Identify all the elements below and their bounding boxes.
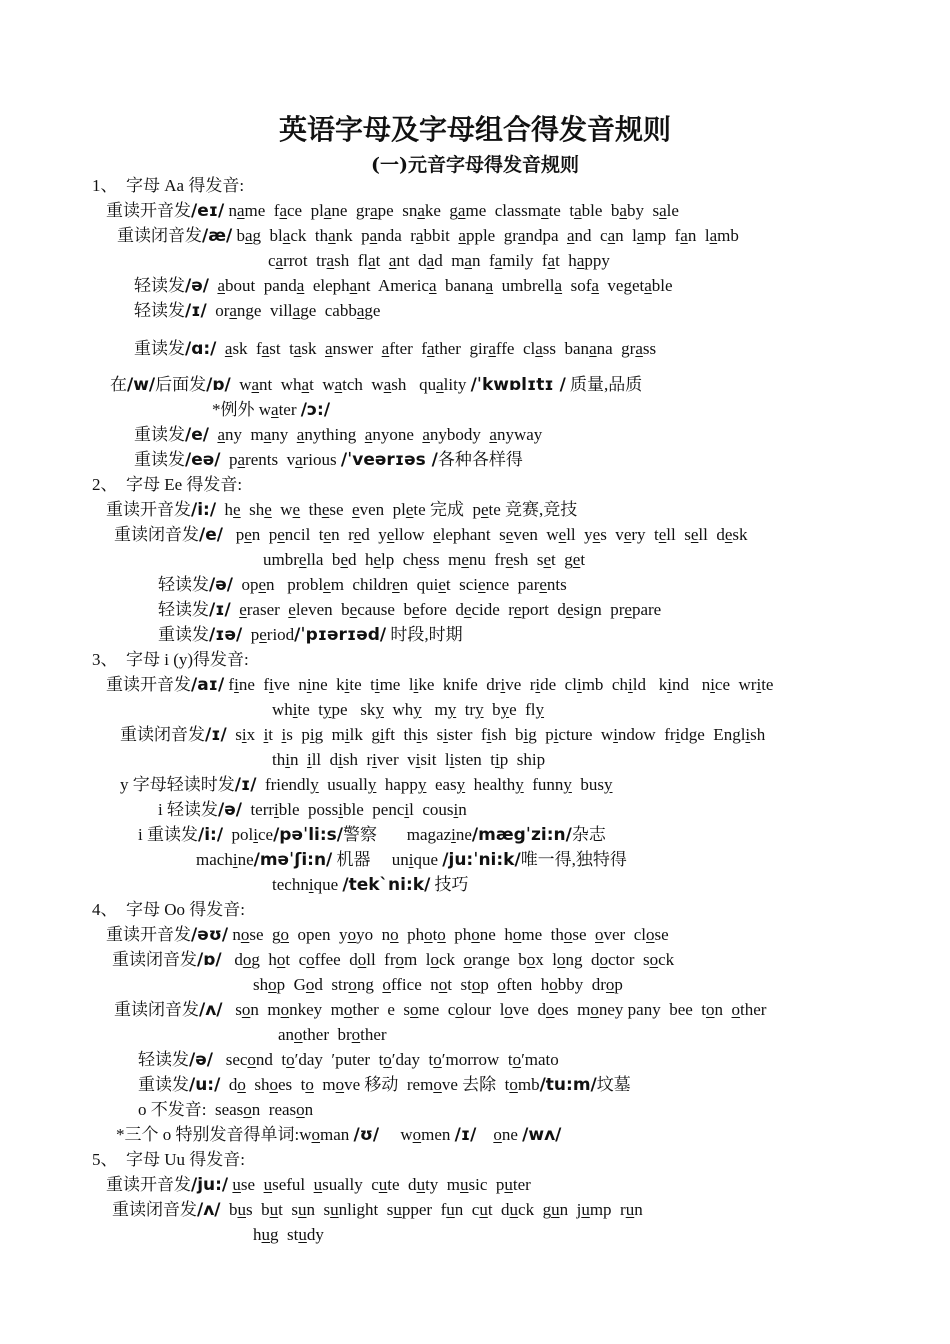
text-line: 重读开音发/eɪ/ name face plane grape snake game classmate table baby sale: [106, 201, 679, 221]
text-line: 1、 字母 Aa 得发音:: [92, 176, 245, 195]
text-line: 轻读发/ɪ/ eraser eleven because before decide report design prepare: [158, 600, 662, 620]
text-line: 在/w/后面发/ɒ/ want what watch wash quality /ˈkwɒlɪtɪ / 质量,品质: [110, 375, 643, 395]
text-line: hug study: [253, 1225, 324, 1244]
text-line: 重读发/ɑ:/ ask fast task answer after father giraffe class banana grass: [134, 339, 657, 359]
text-line: 重读开音发/i:/ he she we these even plete 完成 pete 竞赛,竞技: [106, 500, 578, 520]
page-title: 英语字母及字母组合得发音规则: [278, 113, 671, 146]
text-line: *三个 o 特别发音得单词:woman /ʊ/ women /ɪ/ one /wʌ/: [116, 1125, 562, 1145]
text-line: y 字母轻读时发/ɪ/ friendly usually happy easy healthy funny busy: [120, 775, 613, 795]
text-line: 重读闭音发/e/ pen pencil ten red yellow elephant seven well yes very tell sell desk: [114, 525, 748, 545]
text-line: 轻读发/ə/ about panda elephant America banana umbrella sofa vegetable: [134, 276, 673, 296]
text-line: 重读开音发/ju:/ use useful usually cute duty music puter: [106, 1175, 531, 1195]
text-line: 重读闭音发/ʌ/ son monkey mother e some colour love does money pany bee ton other: [114, 1000, 767, 1020]
text-line: i 轻读发/ə/ terrible possible pencil cousin: [158, 800, 467, 820]
text-line: 重读开音发/aɪ/ fine five nine kite time like knife drive ride climb child kind nice write: [106, 675, 774, 695]
text-line: 重读闭音发/ɒ/ dog hot coffee doll from lock orange box long doctor sock: [112, 950, 675, 970]
text-line: 轻读发/ə/ second toʹday ʹputer toʹday toʹmorrow toʹmato: [138, 1050, 559, 1070]
text-line: 重读闭音发/æ/ bag black thank panda rabbit apple grandpa and can lamp fan lamb: [117, 226, 739, 246]
text-line: shop God strong office not stop often hobby drop: [253, 975, 623, 994]
text-line: technique /tek`ni:k/ 技巧: [272, 875, 469, 895]
text-line: white type sky why my try bye fly: [272, 700, 545, 719]
text-line: machine/məˈʃi:n/ 机器 unique /ju:ˈni:k/唯一得,独特得: [196, 850, 627, 870]
text-line: 重读开音发/əʊ/ nose go open yoyo no photo phone home those over close: [106, 925, 669, 945]
text-line: 轻读发/ɪ/ orange village cabbage: [134, 301, 381, 321]
text-line: 3、 字母 i (y)得发音:: [92, 650, 249, 669]
text-line: umbrella bed help chess menu fresh set get: [263, 550, 586, 569]
text-line: o 不发音: season reason: [138, 1100, 314, 1119]
text-line: 4、 字母 Oo 得发音:: [92, 900, 245, 919]
text-line: another brother: [278, 1025, 387, 1044]
text-line: i 重读发/i:/ police/pəˈli:s/警察 magazine/mægˈzi:n/杂志: [138, 825, 606, 845]
text-line: 重读发/ɪə/ period/ˈpɪərɪəd/ 时段,时期: [158, 625, 463, 645]
text-line: *例外 water /ɔ:/: [212, 400, 331, 420]
text-line: 重读发/e/ any many anything anyone anybody anyway: [134, 425, 543, 445]
text-line: 重读发/eə/ parents various /ˈveərɪəs /各种各样得: [134, 450, 523, 470]
text-line: 重读发/u:/ do shoes to move 移动 remove 去除 tomb/tu:m/坟墓: [138, 1075, 631, 1095]
text-line: 2、 字母 Ee 得发音:: [92, 475, 243, 494]
text-line: carrot trash flat ant dad man family fat happy: [268, 251, 610, 270]
text-line: 轻读发/ə/ open problem children quiet science parents: [158, 575, 567, 595]
text-line: 重读闭音发/ʌ/ bus but sun sunlight supper fun cut duck gun jump run: [112, 1200, 643, 1220]
section-title: (一)元音字母得发音规则: [371, 154, 579, 176]
text-line: thin ill dish river visit listen tip ship: [272, 750, 546, 769]
text-line: 5、 字母 Uu 得发音:: [92, 1150, 245, 1169]
text-line: 重读闭音发/ɪ/ six it is pig milk gift this sister fish big picture window fridge English: [120, 725, 766, 745]
